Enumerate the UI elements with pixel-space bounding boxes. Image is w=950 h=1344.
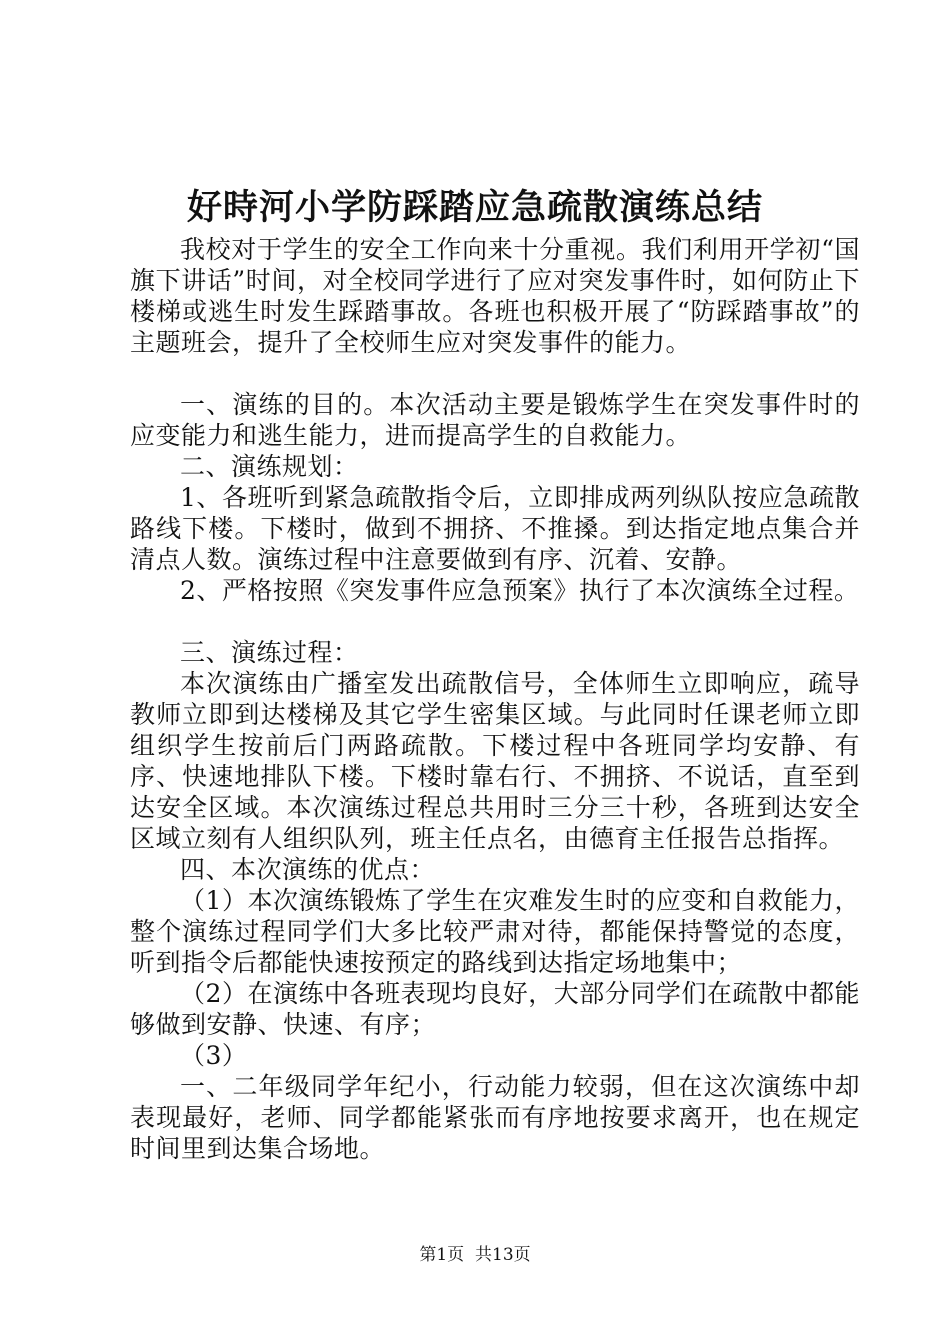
- heading-process: 三、演练过程：: [180, 638, 359, 667]
- footer-gap: [464, 1245, 475, 1265]
- paragraph-strength-3: 一、二年级同学年纪小，行动能力较弱，但在这次演练中却表现最好，老师、同学都能紧张而有序地按要求离开，也在规定时间里到达集合场地。: [130, 1072, 860, 1163]
- paragraph-intro: 我校对于学生的安全工作向来十分重视。我们利用开学初“国旗下讲话”时间，对全校同学进行了应对突发事件时，如何防止下楼梯或逃生时发生踩踏事故。各班也积极开展了“防踩踏事故”的主题班会，提升了全校师生应对突发事件的能力。: [130, 235, 860, 357]
- paragraph-spacer: [130, 358, 860, 389]
- paragraph-spacer: [130, 606, 860, 637]
- paragraph-purpose: 一、演练的目的。本次活动主要是锻炼学生在突发事件时的应变能力和逃生能力，进而提高学生的自救能力。: [130, 390, 860, 450]
- paragraph-strength-3-label: （3）: [180, 1041, 248, 1070]
- paragraph-plan-1: 1、各班听到紧急疏散指令后，立即排成两列纵队按应急疏散路线下楼。下楼时，做到不拥挤、不推搡。到达指定地点集合并清点人数。演练过程中注意要做到有序、沉着、安静。: [130, 483, 860, 574]
- paragraph-strength-1: （1）本次演练锻炼了学生在灾难发生时的应变和自救能力，整个演练过程同学们大多比较严肃对待，都能保持警觉的态度，听到指令后都能快速按预定的路线到达指定场地集中；: [130, 886, 860, 977]
- heading-plan: 二、演练规划：: [180, 452, 359, 481]
- paragraph-strength-2: （2）在演练中各班表现均良好，大部分同学们在疏散中都能够做到安静、快速、有序；: [130, 979, 860, 1039]
- page-number: 第1页: [419, 1245, 465, 1265]
- page-footer: [0, 1243, 950, 1267]
- document-body: [130, 234, 860, 1164]
- page-total: 共13页: [475, 1245, 531, 1265]
- paragraph-plan-2: 2、严格按照《突发事件应急预案》执行了本次演练全过程。: [180, 576, 860, 605]
- paragraph-process: 本次演练由广播室发出疏散信号，全体师生立即响应，疏导教师立即到达楼梯及其它学生密集区域。与此同时任课老师立即组织学生按前后门两路疏散。下楼过程中各班同学均安静、有序、快速地排队下楼。下楼时靠右行、不拥挤、不说话，直至到达安全区域。本次演练过程总共用时三分三十秒，各班到达安全区域立刻有人组织队列，班主任点名，由德育主任报告总指挥。: [130, 669, 860, 853]
- heading-strengths: 四、本次演练的优点：: [180, 855, 436, 884]
- document-title: 好時河小学防踩踏应急疏散演练总结: [186, 187, 763, 228]
